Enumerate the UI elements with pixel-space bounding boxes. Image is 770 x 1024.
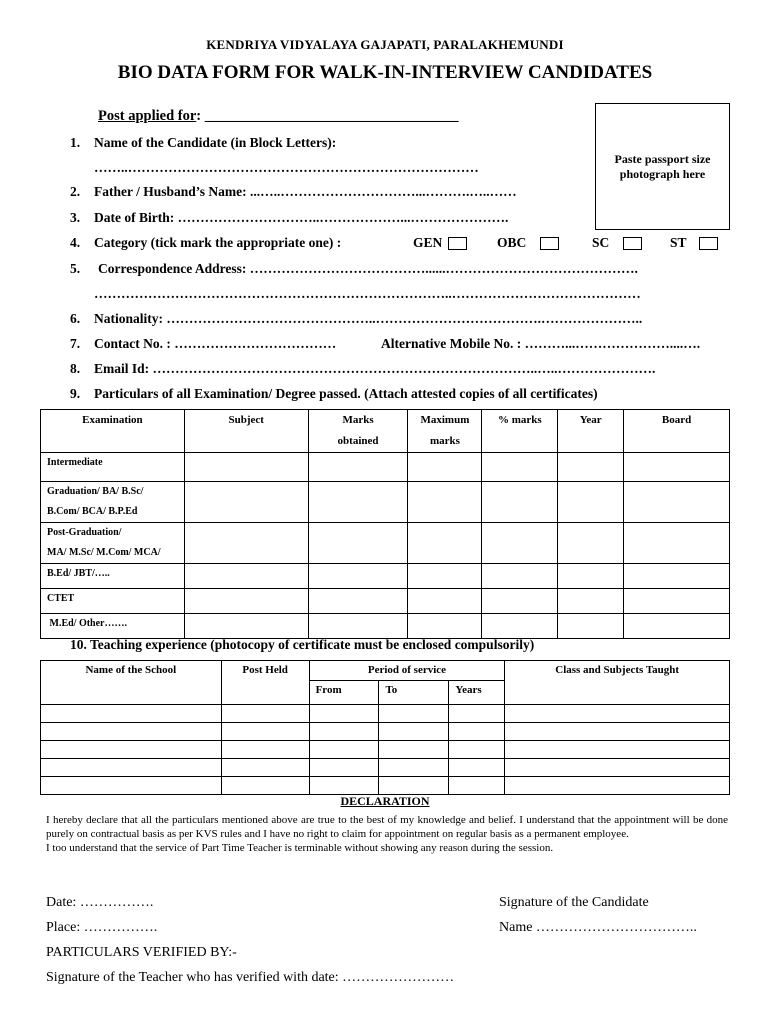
photo-instruction: Paste passport size photograph here — [614, 152, 711, 181]
exam-label — [41, 523, 185, 564]
col-percent-marks: % marks — [482, 410, 558, 453]
table-cell[interactable] — [505, 759, 730, 777]
experience-header-row — [41, 661, 730, 681]
exam-label-line: B.Com/ BCA/ B.P.Ed — [47, 506, 138, 517]
table-cell[interactable] — [558, 589, 624, 614]
field-num: 8. — [70, 361, 81, 376]
field-num: 4. — [70, 235, 81, 250]
table-cell[interactable] — [624, 589, 730, 614]
table-row — [41, 482, 730, 523]
exam-label-line: MA/ M.Sc/ M.Com/ MCA/ — [47, 547, 161, 558]
field-num: 5. — [70, 261, 81, 276]
field-dob[interactable] — [70, 210, 508, 226]
table-cell[interactable] — [505, 723, 730, 741]
table-cell[interactable] — [309, 723, 379, 741]
category-gen[interactable] — [413, 235, 467, 251]
table-cell[interactable] — [505, 705, 730, 723]
field-nationality-label: Nationality: ………………………………………..……………………………….………………….. — [94, 311, 643, 326]
col-max-l1: Maximum — [420, 414, 470, 426]
table-cell[interactable] — [449, 741, 505, 759]
table-cell[interactable] — [408, 523, 482, 564]
table-cell[interactable] — [308, 523, 408, 564]
table-cell[interactable] — [379, 759, 449, 777]
table-cell[interactable] — [379, 741, 449, 759]
post-applied-blank[interactable]: ___________________________________ — [204, 108, 459, 124]
table-cell[interactable] — [309, 759, 379, 777]
form-title: BIO DATA FORM FOR WALK-IN-INTERVIEW CANDIDATES — [117, 62, 653, 83]
table-cell[interactable] — [184, 523, 308, 564]
photo-box[interactable] — [595, 103, 730, 230]
table-row — [41, 564, 730, 589]
exam-label-line: Post-Graduation/ — [47, 527, 122, 538]
table-row — [41, 759, 730, 777]
table-cell[interactable] — [624, 523, 730, 564]
table-cell[interactable] — [482, 589, 558, 614]
exam-label-line: B.Ed/ JBT/….. — [47, 568, 110, 579]
table-cell[interactable] — [408, 614, 482, 639]
table-cell[interactable] — [505, 777, 730, 795]
field-email-label: Email Id: …………………………………………………………………………..…..…………………. — [94, 361, 656, 376]
col-maximum-marks — [408, 410, 482, 453]
table-cell[interactable] — [482, 564, 558, 589]
declaration-paragraph-2: I too understand that the service of Part Time Teacher is terminable without showing any reason during the session. — [46, 842, 554, 854]
table-cell[interactable] — [221, 741, 309, 759]
field-num: 1. — [70, 135, 81, 150]
category-obc[interactable] — [497, 235, 559, 251]
table-cell[interactable] — [449, 759, 505, 777]
table-cell[interactable] — [624, 482, 730, 523]
table-cell[interactable] — [408, 589, 482, 614]
field-email[interactable] — [70, 361, 655, 377]
category-sc[interactable] — [592, 235, 642, 251]
exam-label-line: Graduation/ BA/ B.Sc/ — [47, 486, 144, 497]
field-contact-label: Contact No. : ……………………………… — [94, 336, 337, 351]
field-nationality[interactable] — [70, 311, 642, 327]
col-class-subjects: Class and Subjects Taught — [505, 661, 730, 705]
table-cell[interactable] — [221, 705, 309, 723]
exam-label-line: CTET — [47, 593, 75, 604]
category-gen-label: GEN — [413, 235, 443, 250]
table-cell[interactable] — [558, 564, 624, 589]
field-address[interactable] — [70, 261, 638, 277]
table-cell[interactable] — [482, 614, 558, 639]
table-cell[interactable] — [41, 777, 222, 795]
declaration-text — [46, 813, 728, 855]
col-post-held: Post Held — [221, 661, 309, 705]
field-dob-label: Date of Birth: …………………………..………………...…………………. — [94, 210, 509, 225]
name-field[interactable]: Name …………………………….. — [499, 920, 697, 935]
table-cell[interactable] — [184, 614, 308, 639]
table-cell[interactable] — [184, 482, 308, 523]
category-st-label: ST — [670, 235, 687, 250]
field-category-label: Category (tick mark the appropriate one) : — [94, 235, 342, 250]
field-father-label: Father / Husband’s Name: ...…..…………………………...……….…..…… — [94, 184, 517, 199]
table-row — [41, 705, 730, 723]
post-applied-label: Post applied for — [98, 108, 197, 124]
col-from: From — [309, 681, 379, 705]
verified-by-label: PARTICULARS VERIFIED BY:- — [46, 945, 237, 960]
exam-label — [41, 589, 185, 614]
table-cell[interactable] — [41, 723, 222, 741]
table-cell[interactable] — [308, 589, 408, 614]
col-year: Year — [558, 410, 624, 453]
field-particulars — [70, 386, 598, 402]
table-cell[interactable] — [184, 589, 308, 614]
exam-label — [41, 482, 185, 523]
table-cell[interactable] — [221, 759, 309, 777]
table-cell[interactable] — [309, 705, 379, 723]
table-row — [41, 589, 730, 614]
table-cell[interactable] — [624, 614, 730, 639]
table-cell[interactable] — [221, 777, 309, 795]
field-particulars-label: Particulars of all Examination/ Degree passed. (Attach attested copies of all certificates) — [94, 386, 598, 401]
col-subject: Subject — [184, 410, 308, 453]
checkbox-gen[interactable] — [448, 237, 467, 250]
table-cell[interactable] — [308, 564, 408, 589]
category-st[interactable] — [670, 235, 718, 251]
field-num: 7. — [70, 336, 81, 351]
table-cell[interactable] — [408, 482, 482, 523]
table-cell[interactable] — [41, 759, 222, 777]
table-cell[interactable] — [449, 777, 505, 795]
field-num: 3. — [70, 210, 81, 225]
table-cell[interactable] — [221, 723, 309, 741]
col-school-name: Name of the School — [41, 661, 222, 705]
col-to: To — [379, 681, 449, 705]
table-row — [41, 523, 730, 564]
checkbox-sc[interactable] — [623, 237, 642, 250]
school-name: KENDRIYA VIDYALAYA GAJAPATI, PARALAKHEMUNDI — [206, 37, 564, 52]
table-cell[interactable] — [558, 523, 624, 564]
field-name-label: Name of the Candidate (in Block Letters): — [94, 135, 337, 150]
table-cell[interactable] — [41, 705, 222, 723]
col-years: Years — [449, 681, 505, 705]
table-cell[interactable] — [379, 705, 449, 723]
declaration-paragraph-1: I hereby declare that all the particulars mentioned above are true to the best of my knowledge and belief. I understand that the appointment will be done purely on contractual basis as per KVS rules and I have no right to claim for appointment on regular basis as a permanent employee. — [46, 814, 728, 840]
table-cell[interactable] — [308, 482, 408, 523]
category-sc-label: SC — [592, 235, 610, 250]
table-cell[interactable] — [558, 453, 624, 482]
table-cell[interactable] — [482, 482, 558, 523]
checkbox-obc[interactable] — [540, 237, 559, 250]
table-cell[interactable] — [41, 741, 222, 759]
table-row — [41, 741, 730, 759]
table-cell[interactable] — [482, 523, 558, 564]
table-cell[interactable] — [558, 614, 624, 639]
field-address-line[interactable]: ……………………………………………………………………..…………………………………… — [94, 286, 641, 301]
col-marks-l1: Marks — [342, 414, 374, 426]
table-cell[interactable] — [184, 564, 308, 589]
declaration-title: DECLARATION — [340, 794, 430, 808]
table-row — [41, 614, 730, 639]
exam-table — [40, 409, 730, 639]
table-cell[interactable] — [449, 705, 505, 723]
exam-label-line: Intermediate — [47, 457, 103, 468]
table-row — [41, 453, 730, 482]
experience-table — [40, 660, 730, 795]
post-applied-row — [98, 108, 459, 125]
field-num: 9. — [70, 386, 81, 401]
table-cell[interactable] — [624, 453, 730, 482]
table-cell[interactable] — [449, 723, 505, 741]
field-num: 6. — [70, 311, 81, 326]
table-row — [41, 777, 730, 795]
experience-heading: 10. Teaching experience (photocopy of certificate must be enclosed compulsorily) — [70, 637, 535, 652]
exam-label — [41, 614, 185, 639]
table-cell[interactable] — [308, 453, 408, 482]
table-cell[interactable] — [379, 723, 449, 741]
col-marks-l2: obtained — [337, 435, 379, 447]
field-category — [70, 235, 341, 251]
table-cell[interactable] — [505, 741, 730, 759]
candidate-signature[interactable]: Signature of the Candidate — [499, 895, 649, 910]
exam-label — [41, 564, 185, 589]
table-row — [41, 723, 730, 741]
col-marks-obtained — [308, 410, 408, 453]
table-cell[interactable] — [408, 453, 482, 482]
table-cell[interactable] — [309, 777, 379, 795]
col-max-l2: marks — [429, 435, 460, 447]
field-alt-mobile[interactable]: Alternative Mobile No. : ………...…………………....…. — [381, 336, 701, 351]
table-cell[interactable] — [558, 482, 624, 523]
exam-header-row — [41, 410, 730, 453]
date-field[interactable]: Date: ……………. — [46, 895, 154, 910]
exam-label-line: M.Ed/ Other……. — [47, 618, 127, 629]
field-name — [70, 135, 336, 151]
field-father[interactable] — [70, 184, 517, 200]
exam-label — [41, 453, 185, 482]
table-cell[interactable] — [379, 777, 449, 795]
col-period-of-service: Period of service — [309, 661, 505, 681]
table-cell[interactable] — [482, 453, 558, 482]
checkbox-st[interactable] — [699, 237, 718, 250]
col-board: Board — [624, 410, 730, 453]
table-cell[interactable] — [624, 564, 730, 589]
table-cell[interactable] — [184, 453, 308, 482]
field-num: 2. — [70, 184, 81, 199]
field-contact[interactable] — [70, 336, 336, 352]
teacher-signature-field[interactable]: Signature of the Teacher who has verified with date: …………………… — [46, 970, 455, 985]
col-examination: Examination — [41, 410, 185, 453]
table-cell[interactable] — [309, 741, 379, 759]
category-obc-label: OBC — [497, 235, 527, 250]
field-name-line[interactable]: ……..…………………………………………………………………… — [94, 160, 479, 175]
place-field[interactable]: Place: ……………. — [46, 920, 158, 935]
table-cell[interactable] — [308, 614, 408, 639]
table-cell[interactable] — [408, 564, 482, 589]
field-address-label: Correspondence Address: …………………………………......……………………………………. — [98, 261, 638, 276]
post-applied-colon: : — [196, 108, 205, 124]
